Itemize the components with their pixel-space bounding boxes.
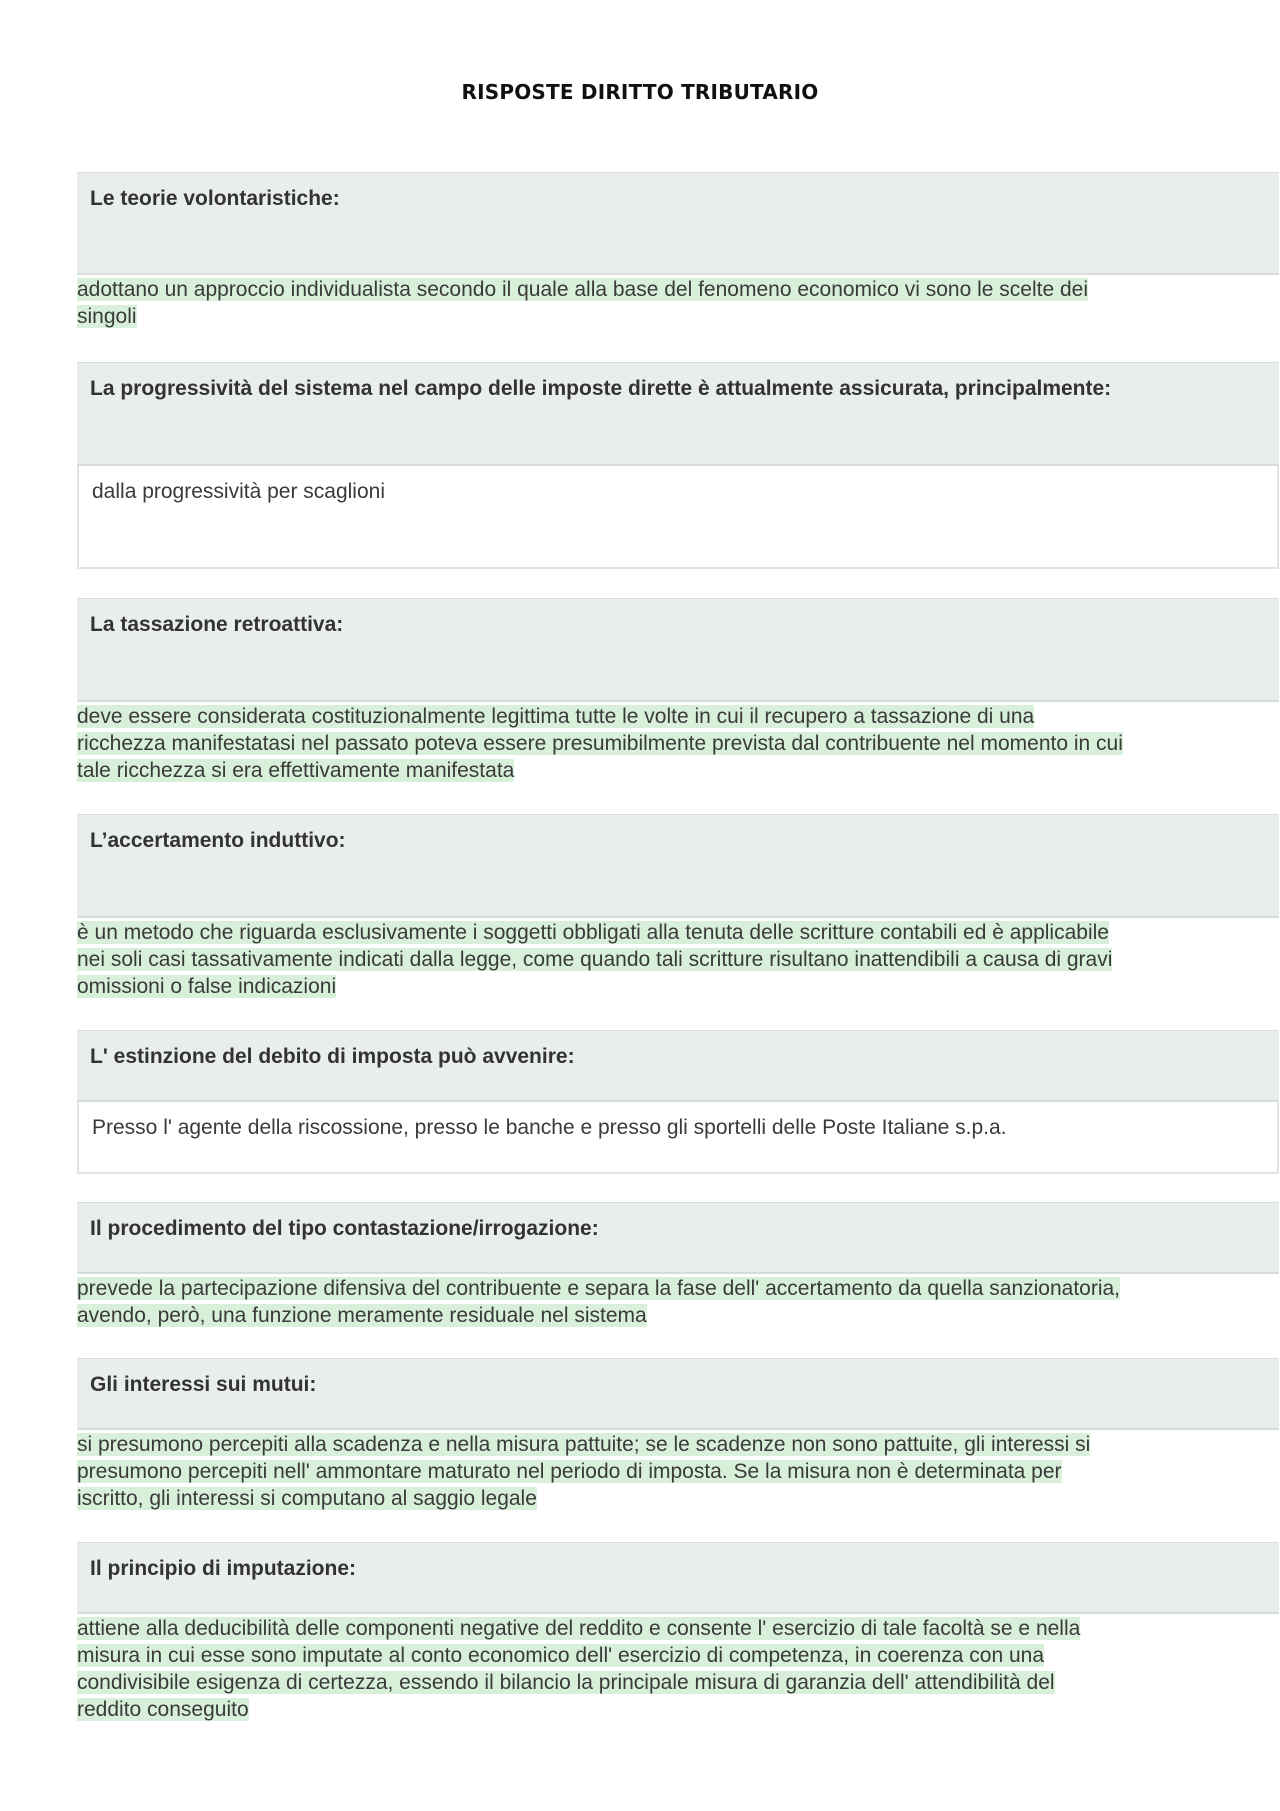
answer-line: misura in cui esse sono imputate al conto economico dell' esercizio di competenza, in coerenza con una [77,1644,1045,1667]
answer-line: tale ricchezza si era effettivamente manifestata [77,759,515,782]
answer-text [77,1431,1227,1512]
answer-text [77,1615,1227,1723]
answer-line: è un metodo che riguarda esclusivamente i soggetti obbligati alla tenuta delle scritture contabili ed è applicabile [77,921,1109,944]
answer-line: condivisibile esigenza di certezza, essendo il bilancio la principale misura di garanzia dell' attendibilità del [77,1671,1055,1694]
document-title: RISPOSTE DIRITTO TRIBUTARIO [461,80,819,104]
answer-line: deve essere considerata costituzionalmente legittima tutte le volte in cui il recupero a tassazione di una [77,705,1035,728]
answer-text [77,703,1227,784]
question-text: Il principio di imputazione: [90,1557,356,1580]
answer-line: ricchezza manifestatasi nel passato poteva essere presumibilmente prevista dal contribuente nel momento in cui [77,732,1123,755]
question-block [77,172,1279,275]
answer-line: singoli [77,305,137,328]
answer-line: si presumono percepiti alla scadenza e nella misura pattuite; se le scadenze non sono pattuite, gli interessi si [77,1433,1091,1456]
answer-text: dalla progressività per scaglioni [92,480,385,503]
question-block [77,362,1279,466]
question-block [77,1542,1279,1614]
question-text: Il procedimento del tipo contastazione/irrogazione: [90,1217,599,1240]
answer-box [77,1102,1279,1174]
answer-line: nei soli casi tassativamente indicati dalla legge, come quando tali scritture risultano inattendibili a causa di gravi [77,948,1113,971]
answer-box [77,466,1279,569]
question-block [77,598,1279,702]
answer-line: iscritto, gli interessi si computano al saggio legale [77,1487,537,1510]
question-block [77,1202,1279,1274]
answer-text [77,919,1227,1000]
answer-line: attiene alla deducibilità delle componenti negative del reddito e consente l' esercizio di tale facoltà se e nella [77,1617,1081,1640]
answer-text [77,1275,1227,1329]
answer-line: omissioni o false indicazioni [77,975,337,998]
answer-line: adottano un approccio individualista secondo il quale alla base del fenomeno economico vi sono le scelte dei [77,278,1088,301]
answer-line: prevede la partecipazione difensiva del contribuente e separa la fase dell' accertamento da quella sanzionatoria, [77,1277,1121,1300]
question-text: La tassazione retroattiva: [90,613,344,636]
answer-text [77,276,1227,330]
question-text: La progressività del sistema nel campo delle imposte dirette è attualmente assicurata, principalmente: [90,377,1112,400]
answer-text: Presso l' agente della riscossione, presso le banche e presso gli sportelli delle Poste Italiane s.p.a. [92,1116,1007,1139]
answer-line: avendo, però, una funzione meramente residuale nel sistema [77,1304,647,1327]
question-block [77,814,1279,918]
question-text: Le teorie volontaristiche: [90,187,340,210]
question-block [77,1030,1279,1102]
question-block [77,1358,1279,1430]
question-text: Gli interessi sui mutui: [90,1373,317,1396]
question-text: L' estinzione del debito di imposta può avvenire: [90,1045,575,1068]
answer-line: presumono percepiti nell' ammontare maturato nel periodo di imposta. Se la misura non è determinata per [77,1460,1062,1483]
question-text: L’accertamento induttivo: [90,829,346,852]
answer-line: reddito conseguito [77,1698,249,1721]
